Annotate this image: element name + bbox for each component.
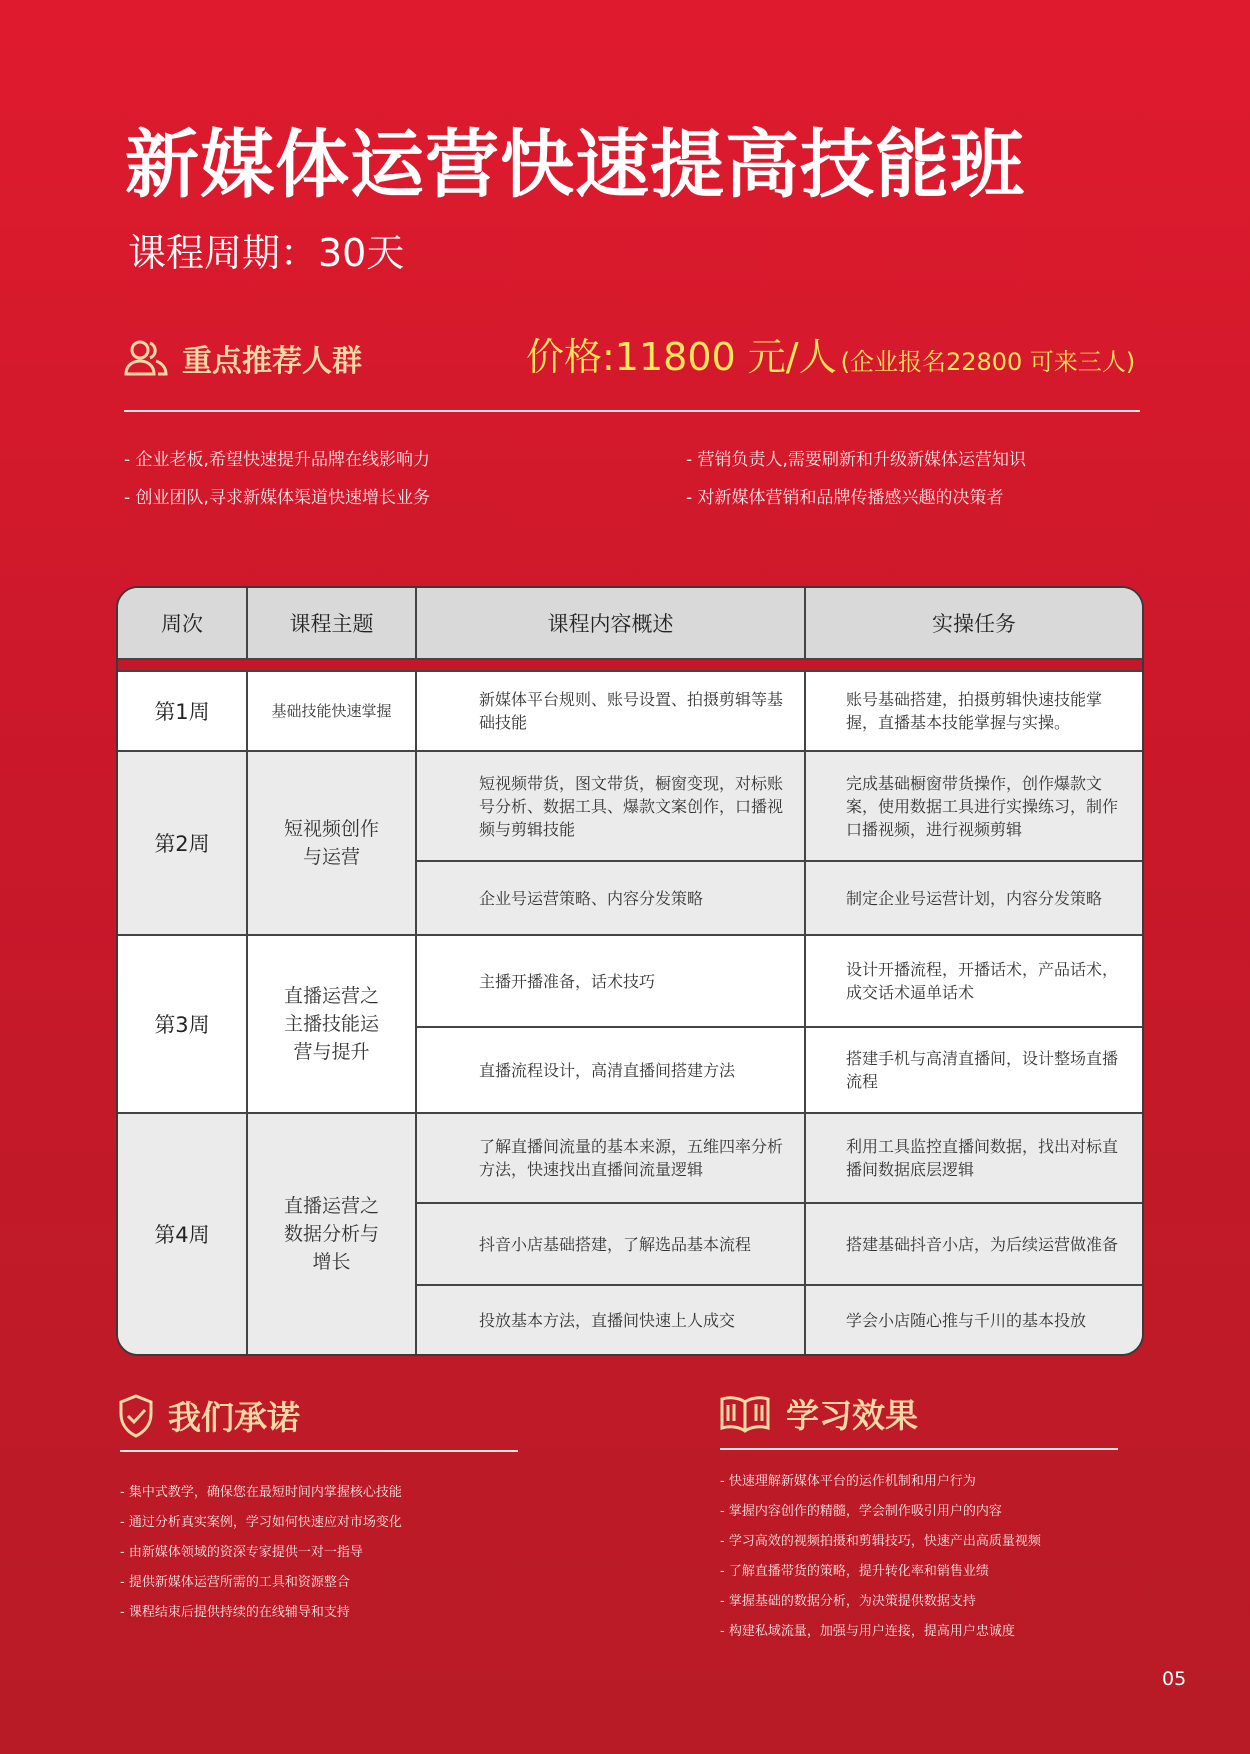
content-cell: 短视频带货，图文带货，橱窗变现，对标账号分析、数据工具、爆款文案创作，口播视频与剪辑技能 [417,752,806,862]
page-title: 新媒体运营快速提高技能班 [125,122,1025,208]
list-item: - 掌握基础的数据分析，为决策提供数据支持 [720,1594,976,1609]
header-content: 课程内容概述 [417,588,806,658]
audience-heading-text: 重点推荐人群 [182,344,362,379]
page-number: 05 [1162,1668,1187,1690]
price-note: (企业报名22800 可来三人) [840,348,1136,376]
price-line [526,335,1136,379]
list-item: - 企业老板,希望快速提升品牌在线影响力 [124,450,430,470]
list-item: - 学习高效的视频拍摄和剪辑技巧，快速产出高质量视频 [720,1534,1041,1549]
topic-cell: 直播运营之数据分析与增长 [248,1114,417,1354]
list-item: - 构建私域流量，加强与用户连接，提高用户忠诚度 [720,1624,1015,1639]
promise-heading-text: 我们承诺 [168,1398,300,1437]
task-cell: 搭建基础抖音小店，为后续运营做准备 [806,1204,1142,1286]
list-item: - 由新媒体领域的资深专家提供一对一指导 [120,1545,363,1560]
list-item: - 提供新媒体运营所需的工具和资源整合 [120,1575,350,1590]
list-item: - 创业团队,寻求新媒体渠道快速增长业务 [124,488,430,508]
effect-divider [720,1448,1118,1450]
open-book-icon [718,1394,772,1434]
list-item: - 课程结束后提供持续的在线辅导和支持 [120,1605,350,1620]
list-item: - 快速理解新媒体平台的运作机制和用户行为 [720,1474,976,1489]
promise-heading [118,1392,300,1439]
content-cell: 企业号运营策略、内容分发策略 [417,862,806,936]
course-duration: 课程周期：30天 [128,231,405,275]
audience-list-left [124,452,430,528]
list-item: - 集中式教学，确保您在最短时间内掌握核心技能 [120,1485,402,1500]
effect-heading [718,1390,918,1437]
task-cell: 设计开播流程，开播话术，产品话术，成交话术逼单话术 [806,936,1142,1028]
week-cell: 第3周 [118,936,248,1114]
table-header-gap [118,658,1142,672]
topic-cell: 直播运营之主播技能运营与提升 [248,936,417,1114]
topic-cell: 基础技能快速掌握 [248,672,417,752]
table-header [118,588,1142,658]
task-cell: 利用工具监控直播间数据，找出对标直播间数据底层逻辑 [806,1114,1142,1204]
audience-divider [124,410,1140,412]
audience-heading [124,336,362,380]
task-cell: 完成基础橱窗带货操作，创作爆款文案，使用数据工具进行实操练习，制作口播视频，进行视频剪辑 [806,752,1142,862]
week-cell: 第2周 [118,752,248,936]
header-task: 实操任务 [932,612,1016,636]
header-week: 周次 [118,588,248,658]
effect-heading-text: 学习效果 [786,1396,918,1435]
list-item: - 通过分析真实案例，学习如何快速应对市场变化 [120,1515,402,1530]
audience-list-right [686,452,1026,528]
course-table [116,586,1144,1356]
content-cell: 新媒体平台规则、账号设置、拍摄剪辑等基础技能 [417,672,806,752]
effect-list [720,1475,1041,1655]
content-cell: 抖音小店基础搭建，了解选品基本流程 [417,1204,806,1286]
people-icon [124,339,168,377]
list-item: - 营销负责人,需要刷新和升级新媒体运营知识 [686,450,1026,470]
content-cell: 投放基本方法，直播间快速上人成交 [417,1286,806,1354]
task-cell: 制定企业号运营计划，内容分发策略 [806,862,1142,936]
promise-divider [120,1450,518,1452]
content-cell: 了解直播间流量的基本来源，五维四率分析方法，快速找出直播间流量逻辑 [417,1114,806,1204]
header-topic: 课程主题 [248,588,417,658]
list-item: - 了解直播带货的策略，提升转化率和销售业绩 [720,1564,989,1579]
list-item: - 对新媒体营销和品牌传播感兴趣的决策者 [686,488,1004,508]
task-cell: 搭建手机与高清直播间，设计整场直播流程 [806,1028,1142,1114]
task-cell: 账号基础搭建，拍摄剪辑快速技能掌握，直播基本技能掌握与实操。 [806,672,1142,752]
price-text: 价格:11800 元/人 [526,335,837,379]
promise-list [120,1486,402,1636]
content-cell: 主播开播准备，话术技巧 [417,936,806,1028]
shield-check-icon [118,1394,154,1438]
topic-cell: 短视频创作与运营 [248,752,417,936]
week-cell: 第1周 [118,672,248,752]
week-cell: 第4周 [118,1114,248,1354]
task-cell: 学会小店随心推与千川的基本投放 [806,1286,1142,1354]
list-item: - 掌握内容创作的精髓，学会制作吸引用户的内容 [720,1504,1002,1519]
content-cell: 直播流程设计，高清直播间搭建方法 [417,1028,806,1114]
